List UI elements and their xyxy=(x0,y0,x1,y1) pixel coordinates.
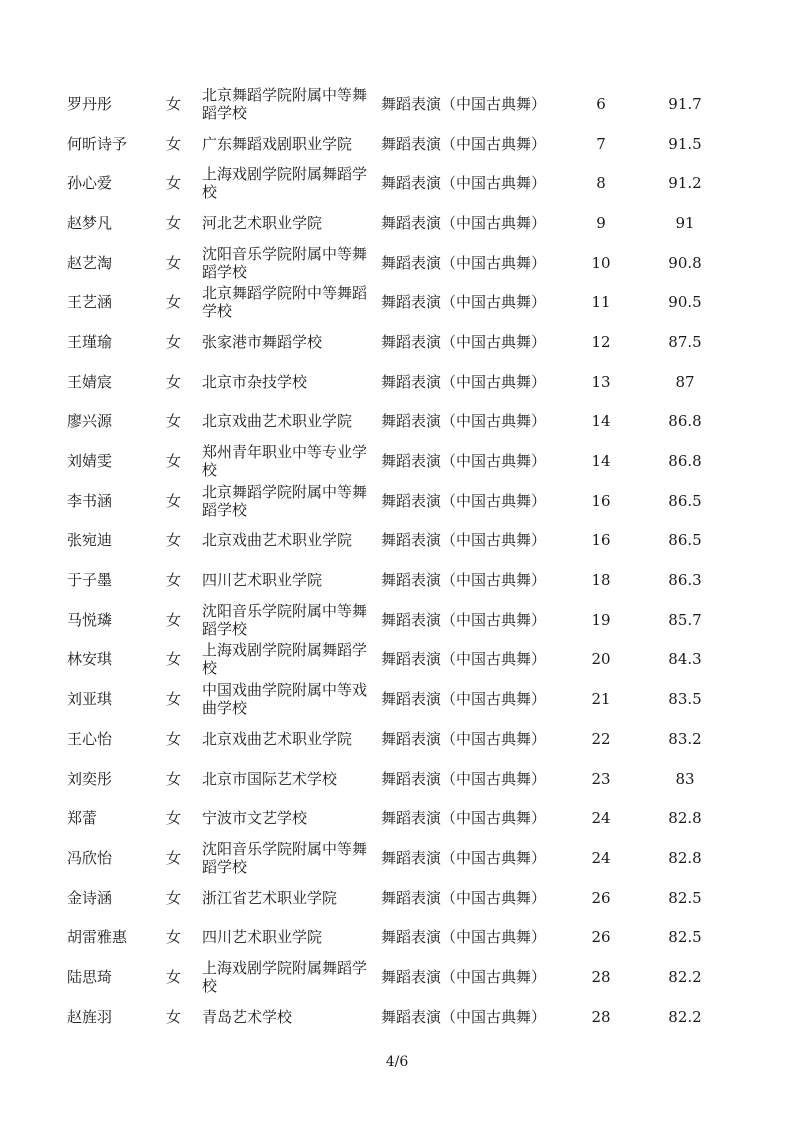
gender: 女 xyxy=(166,650,182,669)
score: 91.2 xyxy=(668,174,702,193)
score: 87.5 xyxy=(668,332,702,351)
student-name: 马悦璘 xyxy=(67,610,113,629)
table-row xyxy=(0,402,794,442)
school-name: 上海戏剧学院附属舞蹈学校 xyxy=(202,958,368,995)
score: 87 xyxy=(675,372,695,391)
major: 舞蹈表演（中国古典舞） xyxy=(381,94,547,113)
gender: 女 xyxy=(166,174,182,193)
school-name: 郑州青年职业中等专业学校 xyxy=(202,443,368,480)
major: 舞蹈表演（中国古典舞） xyxy=(381,690,547,709)
major: 舞蹈表演（中国古典舞） xyxy=(381,491,547,510)
school-name: 浙江省艺术职业学院 xyxy=(202,888,338,907)
ranking-table xyxy=(0,84,794,1037)
major: 舞蹈表演（中国古典舞） xyxy=(381,610,547,629)
major: 舞蹈表演（中国古典舞） xyxy=(381,888,547,907)
school-name: 四川艺术职业学院 xyxy=(202,571,323,590)
gender: 女 xyxy=(166,213,182,232)
major: 舞蹈表演（中国古典舞） xyxy=(381,650,547,669)
student-name: 赵梦凡 xyxy=(67,213,113,232)
rank: 22 xyxy=(591,729,611,748)
student-name: 王瑾瑜 xyxy=(67,332,113,351)
school-name: 北京戏曲艺术职业学院 xyxy=(202,729,353,748)
student-name: 陆思琦 xyxy=(67,967,113,986)
score: 82.2 xyxy=(668,967,702,986)
score: 86.5 xyxy=(668,531,702,550)
rank: 23 xyxy=(591,769,611,788)
school-name: 北京市杂技学校 xyxy=(202,372,308,391)
rank: 6 xyxy=(596,94,606,113)
gender: 女 xyxy=(166,729,182,748)
major: 舞蹈表演（中国古典舞） xyxy=(381,372,547,391)
major: 舞蹈表演（中国古典舞） xyxy=(381,174,547,193)
score: 84.3 xyxy=(668,650,702,669)
student-name: 刘婧雯 xyxy=(67,452,113,471)
rank: 11 xyxy=(591,293,611,312)
major: 舞蹈表演（中国古典舞） xyxy=(381,531,547,550)
table-row xyxy=(0,481,794,521)
rank: 14 xyxy=(591,452,611,471)
score: 91.7 xyxy=(668,94,702,113)
student-name: 王艺涵 xyxy=(67,293,113,312)
rank: 14 xyxy=(591,412,611,431)
score: 91 xyxy=(675,213,695,232)
table-row xyxy=(0,957,794,997)
table-row xyxy=(0,838,794,878)
student-name: 廖兴源 xyxy=(67,412,113,431)
school-name: 沈阳音乐学院附属中等舞蹈学校 xyxy=(202,601,368,638)
table-row xyxy=(0,521,794,561)
major: 舞蹈表演（中国古典舞） xyxy=(381,332,547,351)
rank: 16 xyxy=(591,531,611,550)
school-name: 四川艺术职业学院 xyxy=(202,928,323,947)
table-row xyxy=(0,878,794,918)
rank: 21 xyxy=(591,690,611,709)
table-row xyxy=(0,759,794,799)
rank: 24 xyxy=(591,848,611,867)
student-name: 赵艺淘 xyxy=(67,253,113,272)
rank: 20 xyxy=(591,650,611,669)
rank: 24 xyxy=(591,809,611,828)
gender: 女 xyxy=(166,571,182,590)
score: 90.8 xyxy=(668,253,702,272)
school-name: 北京市国际艺术学校 xyxy=(202,769,338,788)
school-name: 北京戏曲艺术职业学院 xyxy=(202,531,353,550)
score: 85.7 xyxy=(668,610,702,629)
school-name: 河北艺术职业学院 xyxy=(202,213,323,232)
table-row xyxy=(0,84,794,124)
table-row xyxy=(0,719,794,759)
major: 舞蹈表演（中国古典舞） xyxy=(381,293,547,312)
score: 82.8 xyxy=(668,848,702,867)
table-row xyxy=(0,203,794,243)
student-name: 何昕诗予 xyxy=(67,134,128,153)
student-name: 赵旌羽 xyxy=(67,1007,113,1026)
gender: 女 xyxy=(166,372,182,391)
score: 82.8 xyxy=(668,809,702,828)
table-row xyxy=(0,997,794,1037)
rank: 7 xyxy=(596,134,606,153)
student-name: 罗丹彤 xyxy=(67,94,113,113)
score: 83.5 xyxy=(668,690,702,709)
score: 86.8 xyxy=(668,412,702,431)
score: 91.5 xyxy=(668,134,702,153)
table-row xyxy=(0,243,794,283)
school-name: 北京舞蹈学院附属中等舞蹈学校 xyxy=(202,482,368,519)
score: 82.5 xyxy=(668,928,702,947)
school-name: 北京舞蹈学院附属中等舞蹈学校 xyxy=(202,85,368,122)
gender: 女 xyxy=(166,531,182,550)
major: 舞蹈表演（中国古典舞） xyxy=(381,571,547,590)
school-name: 广东舞蹈戏剧职业学院 xyxy=(202,134,353,153)
gender: 女 xyxy=(166,690,182,709)
table-row xyxy=(0,282,794,322)
score: 90.5 xyxy=(668,293,702,312)
student-name: 王心怡 xyxy=(67,729,113,748)
score: 83.2 xyxy=(668,729,702,748)
gender: 女 xyxy=(166,1007,182,1026)
major: 舞蹈表演（中国古典舞） xyxy=(381,134,547,153)
school-name: 上海戏剧学院附属舞蹈学校 xyxy=(202,641,368,678)
table-row xyxy=(0,917,794,957)
student-name: 刘亚琪 xyxy=(67,690,113,709)
score: 86.5 xyxy=(668,491,702,510)
table-row xyxy=(0,560,794,600)
school-name: 宁波市文艺学校 xyxy=(202,809,308,828)
school-name: 张家港市舞蹈学校 xyxy=(202,332,323,351)
student-name: 孙心爱 xyxy=(67,174,113,193)
table-row xyxy=(0,163,794,203)
major: 舞蹈表演（中国古典舞） xyxy=(381,412,547,431)
rank: 28 xyxy=(591,967,611,986)
school-name: 中国戏曲学院附属中等戏曲学校 xyxy=(202,681,368,718)
gender: 女 xyxy=(166,928,182,947)
score: 86.8 xyxy=(668,452,702,471)
school-name: 北京舞蹈学院附中等舞蹈学校 xyxy=(202,284,368,321)
gender: 女 xyxy=(166,293,182,312)
rank: 9 xyxy=(596,213,606,232)
gender: 女 xyxy=(166,332,182,351)
rank: 28 xyxy=(591,1007,611,1026)
student-name: 刘奕彤 xyxy=(67,769,113,788)
gender: 女 xyxy=(166,412,182,431)
major: 舞蹈表演（中国古典舞） xyxy=(381,253,547,272)
gender: 女 xyxy=(166,967,182,986)
major: 舞蹈表演（中国古典舞） xyxy=(381,729,547,748)
major: 舞蹈表演（中国古典舞） xyxy=(381,809,547,828)
table-row xyxy=(0,322,794,362)
page-number: 4/6 xyxy=(385,1054,409,1070)
gender: 女 xyxy=(166,769,182,788)
gender: 女 xyxy=(166,809,182,828)
score: 82.2 xyxy=(668,1007,702,1026)
gender: 女 xyxy=(166,491,182,510)
school-name: 沈阳音乐学院附属中等舞蹈学校 xyxy=(202,244,368,281)
gender: 女 xyxy=(166,848,182,867)
score: 83 xyxy=(675,769,695,788)
student-name: 金诗涵 xyxy=(67,888,113,907)
gender: 女 xyxy=(166,452,182,471)
student-name: 张宛迪 xyxy=(67,531,113,550)
score: 82.5 xyxy=(668,888,702,907)
gender: 女 xyxy=(166,253,182,272)
score: 86.3 xyxy=(668,571,702,590)
school-name: 沈阳音乐学院附属中等舞蹈学校 xyxy=(202,839,368,876)
rank: 10 xyxy=(591,253,611,272)
major: 舞蹈表演（中国古典舞） xyxy=(381,928,547,947)
table-row xyxy=(0,441,794,481)
table-row xyxy=(0,640,794,680)
table-row xyxy=(0,600,794,640)
rank: 12 xyxy=(591,332,611,351)
school-name: 北京戏曲艺术职业学院 xyxy=(202,412,353,431)
student-name: 林安琪 xyxy=(67,650,113,669)
table-row xyxy=(0,679,794,719)
table-row xyxy=(0,362,794,402)
table-row xyxy=(0,798,794,838)
rank: 8 xyxy=(596,174,606,193)
gender: 女 xyxy=(166,94,182,113)
major: 舞蹈表演（中国古典舞） xyxy=(381,848,547,867)
rank: 26 xyxy=(591,888,611,907)
school-name: 上海戏剧学院附属舞蹈学校 xyxy=(202,165,368,202)
student-name: 郑蕾 xyxy=(67,809,98,828)
student-name: 胡雷雅惠 xyxy=(67,928,128,947)
major: 舞蹈表演（中国古典舞） xyxy=(381,1007,547,1026)
student-name: 李书涵 xyxy=(67,491,113,510)
gender: 女 xyxy=(166,610,182,629)
table-row xyxy=(0,124,794,164)
student-name: 冯欣怡 xyxy=(67,848,113,867)
student-name: 王婧宸 xyxy=(67,372,113,391)
rank: 16 xyxy=(591,491,611,510)
gender: 女 xyxy=(166,134,182,153)
major: 舞蹈表演（中国古典舞） xyxy=(381,769,547,788)
student-name: 于子墨 xyxy=(67,571,113,590)
rank: 18 xyxy=(591,571,611,590)
major: 舞蹈表演（中国古典舞） xyxy=(381,967,547,986)
major: 舞蹈表演（中国古典舞） xyxy=(381,213,547,232)
major: 舞蹈表演（中国古典舞） xyxy=(381,452,547,471)
rank: 26 xyxy=(591,928,611,947)
school-name: 青岛艺术学校 xyxy=(202,1007,293,1026)
rank: 13 xyxy=(591,372,611,391)
gender: 女 xyxy=(166,888,182,907)
rank: 19 xyxy=(591,610,611,629)
